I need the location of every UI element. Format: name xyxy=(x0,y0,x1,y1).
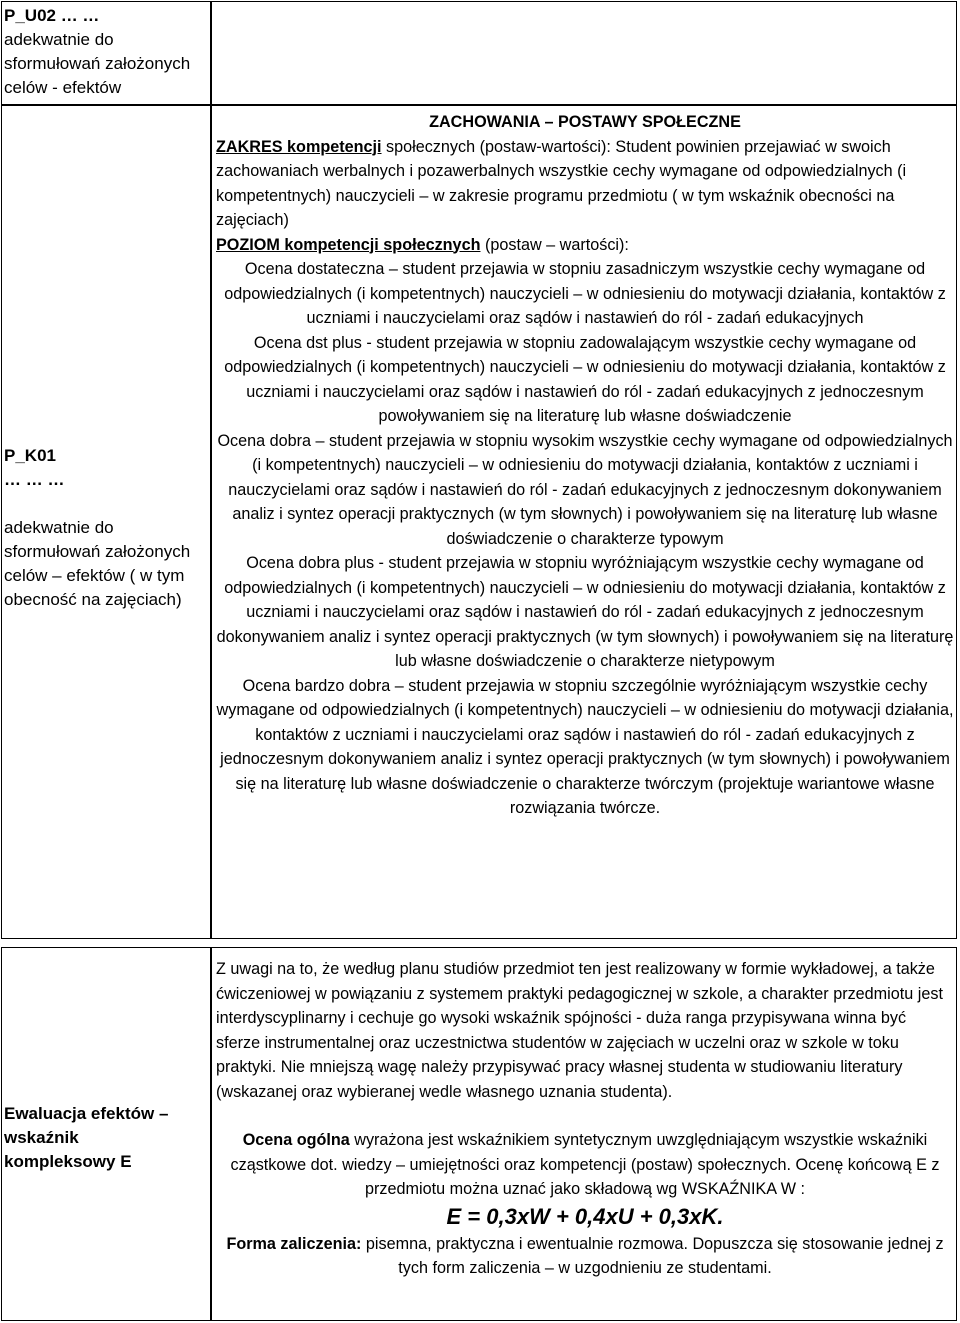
pk01-line: sformułowań założonych xyxy=(4,542,191,561)
grade-dobra-plus: Ocena dobra plus - student przejawia w stopniu wyróżniającym wszystkie cechy wymagane od odpowiedzialnych (i kompetentnych) nauczycieli – w odniesieniu do motywacji działania, kontaktów z uczniami i nauczycielami oraz sądów i nastawień do ról - zadań edukacyjnych z jednoczesnym dokonywaniem analiz i syntez operacji praktycznych (w tym słownych) i powoływaniem się na literaturę lub własne doświadczenie o charakterze nietypowym xyxy=(216,554,954,670)
grade-dst-plus: Ocena dst plus - student przejawia w stopniu zadowalającym wszystkie cechy wymagane od odpowiedzialnych (i kompetentnych) nauczycieli – w odniesieniu do motywacji działania, kontaktów z uczniami i nauczycielami oraz sądów i nastawień do ról - zadań edukacyjnych z jednoczesnym powoływaniem się na literaturę lub własne doświadczenie xyxy=(224,333,946,425)
pk01-block xyxy=(4,444,190,612)
ocena-paragraph xyxy=(216,1128,954,1202)
pk01-code: P_K01 xyxy=(4,446,56,465)
formula: E = 0,3xW + 0,4xU + 0,3xK. xyxy=(446,1203,724,1229)
poziom-paragraph xyxy=(216,233,954,258)
pk01-line: adekwatnie do xyxy=(4,518,114,537)
evaluation-label-line: Ewaluacja efektów – xyxy=(4,1104,169,1123)
ocena-label: Ocena ogólna xyxy=(242,1131,350,1149)
pk01-dots: … … … xyxy=(4,470,65,489)
forma-paragraph xyxy=(216,1232,954,1281)
pk01-line: obecność na zajęciach) xyxy=(4,590,182,609)
pk01-line: celów – efektów ( w tym xyxy=(4,566,185,585)
pu02-block xyxy=(4,4,190,100)
pu02-line: celów - efektów xyxy=(4,78,122,97)
evaluation-text xyxy=(216,957,954,1281)
pu02-line: adekwatnie do xyxy=(4,30,114,49)
forma-label: Forma zaliczenia: xyxy=(226,1234,362,1253)
evaluation-intro: Z uwagi na to, że według planu studiów przedmiot ten jest realizowany w formie wykładowej, a także ćwiczeniowej w powiązaniu z systemem praktyki pedagogicznej w szkole, a charakter przedmiotu jest interdyscyplinarny i cechuje go wysoki wskaźnik spójności - duża ranga przypisywana winna być sferze instrumentalnej oraz uczestnictwa studentów w zajęciach w uczelni oraz w szkole w toku praktyki. Nie mniejszą wagę należy przypisywać pracy własnej studenta w studiowaniu literatury (wskazanej oraz wybieranej wedle własnego uznania studenta). xyxy=(216,960,943,1101)
cell-outcome-desc-top xyxy=(211,1,957,105)
forma-text: pisemna, praktyczna i ewentualnie rozmowa. Dopuszcza się stosowanie jednej z tych form zaliczenia – w uzgodnieniu ze studentami. xyxy=(361,1234,944,1277)
pu02-line: sformułowań założonych xyxy=(4,54,191,73)
zakres-label: ZAKRES kompetencji xyxy=(216,137,382,156)
ocena-text: wyrażona jest wskaźnikiem syntetycznym uwzględniającym wszystkie wskaźniki cząstkowe dot. wiedzy – umiejętności oraz kompetencji (postaw) społecznych. Ocenę końcową E z przedmiotu można uznać jako składową wg WSKAŹNIKA W : xyxy=(230,1131,940,1198)
grade-dobra: Ocena dobra – student przejawia w stopniu wysokim wszystkie cechy wymagane od odpowiedzialnych (i kompetentnych) nauczycieli – w odniesieniu do motywacji działania, kontaktów z uczniami i nauczycielami oraz sądów i nastawień do ról - zadań edukacyjnych z jednoczesnym dokonywaniem analiz i syntez operacji praktycznych (w tym słownych) i powoływaniem się na literaturę lub własne doświadczenie o charakterze typowym xyxy=(217,431,953,548)
zakres-paragraph xyxy=(216,135,954,233)
grade-bardzo-dobra: Ocena bardzo dobra – student przejawia w stopniu szczególnie wyróżniającym wszystkie cechy wymagane od odpowiedzialnych (i kompetentnych) nauczycieli – w odniesieniu do motywacji działania, kontaktów z uczniami i nauczycielami oraz sądów i nastawień do ról - zadań edukacyjnych z jednoczesnym dokonywaniem analiz i syntez operacji praktycznych (w tym słownych) i powoływaniem się na literaturę lub własne doświadczenie o charakterze twórczym (projektuje wariantowe własne rozwiązania twórcze. xyxy=(216,676,954,817)
evaluation-label-line: wskaźnik xyxy=(4,1128,79,1147)
section-title: ZACHOWANIA – POSTAWY SPOŁECZNE xyxy=(429,113,741,131)
evaluation-label xyxy=(4,1102,168,1174)
evaluation-label-line: kompleksowy E xyxy=(4,1152,132,1171)
pu02-code: P_U02 … … xyxy=(4,6,100,25)
zakres-text: społecznych (postaw-wartości): Student powinien przejawiać w swoich zachowaniach werbalnych i pozawerbalnych wszystkie cechy wymagane od odpowiedzialnych (i kompetentnych) nauczycieli – w zakresie programu przedmiotu ( w tym wskaźnik obecności na zajęciach) xyxy=(216,137,907,229)
social-competence-text xyxy=(216,110,954,821)
grade-dostateczna: Ocena dostateczna – student przejawia w stopniu zasadniczym wszystkie cechy wymagane od odpowiedzialnych (i kompetentnych) nauczycieli – w odniesieniu do motywacji działania, kontaktów z uczniami i nauczycielami oraz sądów i nastawień do ról - zadań edukacyjnych xyxy=(224,260,946,327)
poziom-text: (postaw – wartości): xyxy=(480,235,629,254)
poziom-label: POZIOM kompetencji społecznych xyxy=(216,235,481,254)
